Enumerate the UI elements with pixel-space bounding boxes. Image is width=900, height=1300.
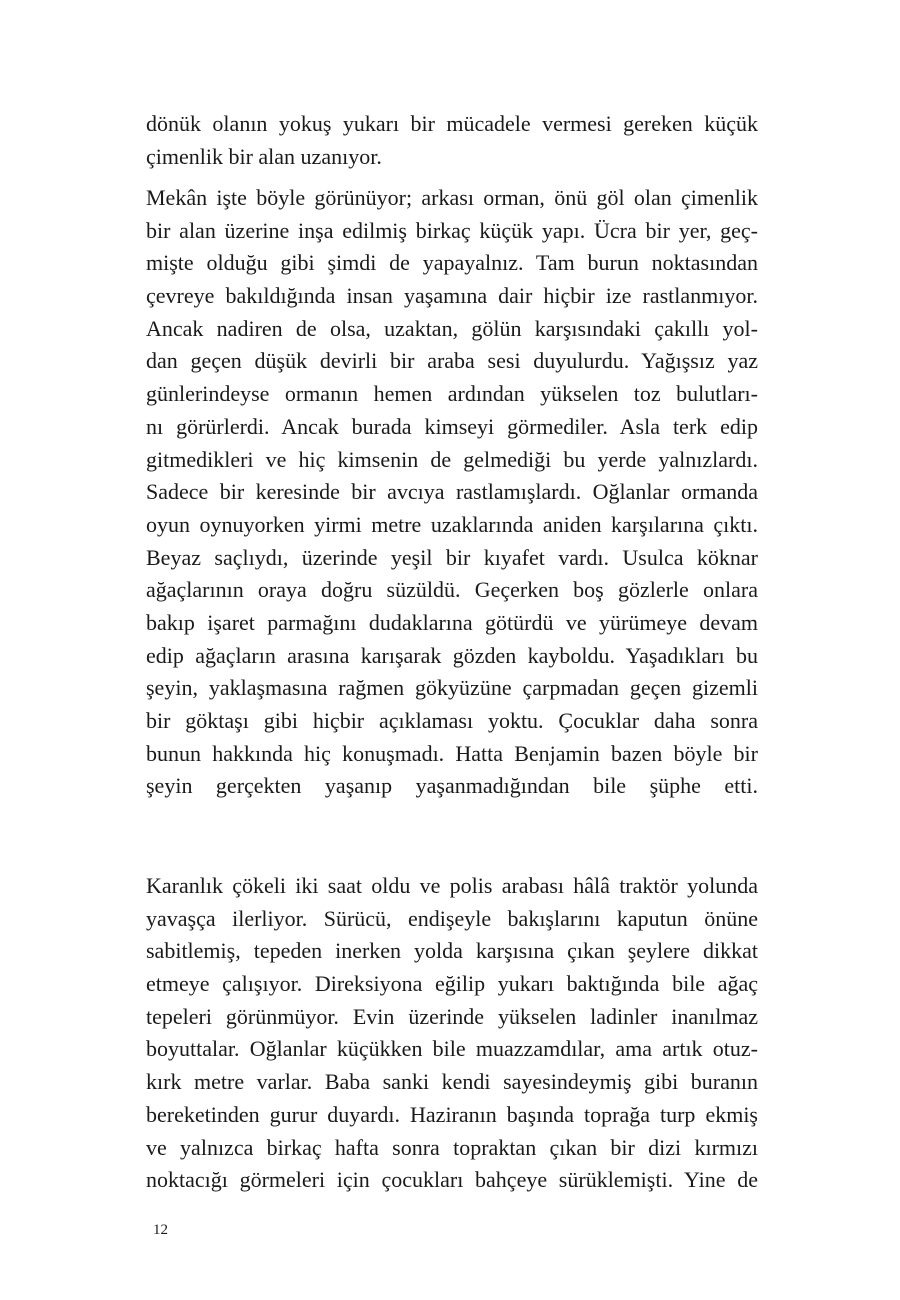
text-line: çimenlik bir alan uzanıyor. [146, 143, 382, 169]
text-line: bir alan üzerine inşa edilmiş birkaç küçük yapı. Ücra bir yer, geç- [146, 217, 758, 243]
text-line: Beyaz saçlıydı, üzerinde yeşil bir kıyafet vardı. Usulca köknar [146, 544, 758, 570]
text-line: Karanlık çökeli iki saat oldu ve polis arabası hâlâ traktör yolunda [146, 873, 758, 898]
text-line: edip ağaçların arasına karışarak gözden kayboldu. Yaşadıkları bu [146, 642, 758, 668]
text-line: ağaçlarının oraya doğru süzüldü. Geçerken boş gözlerle onlara [146, 577, 758, 603]
text-line: mişte olduğu gibi şimdi de yapayalnız. Tam burun noktasından [146, 250, 758, 276]
text-line: şeyin gerçekten yaşanıp yaşanmadığından bile şüphe etti. [146, 773, 758, 799]
text-line: yavaşça ilerliyor. Sürücü, endişeyle bakışlarını kaputun önüne [146, 905, 758, 931]
text-line: çevreye bakıldığında insan yaşamına dair hiçbir ize rastlanmıyor. [146, 283, 758, 309]
text-line: kırk metre varlar. Baba sanki kendi sayesindeymiş gibi buranın [146, 1069, 758, 1095]
text-line: bereketinden gurur duyardı. Haziranın başında toprağa turp ekmiş [146, 1101, 758, 1127]
text-line: bir göktaşı gibi hiçbir açıklaması yoktu. Çocuklar daha sonra [146, 708, 758, 733]
text-line: Mekân işte böyle görünüyor; arkası orman, önü göl olan çimenlik [146, 185, 758, 210]
text-line: şeyin, yaklaşmasına rağmen gökyüzüne çarpmadan geçen gizemli [146, 675, 758, 701]
text-line: oyun oynuyorken yirmi metre uzaklarında aniden karşılarına çıktı. [146, 511, 758, 537]
page-number: 12 [153, 1222, 168, 1238]
text-line: Ancak nadiren de olsa, uzaktan, gölün karşısındaki çakıllı yol- [146, 315, 758, 341]
text-line [146, 803, 758, 836]
text-line [146, 836, 758, 869]
text-line: dan geçen düşük devirli bir araba sesi duyulurdu. Yağışsız yaz [146, 348, 758, 374]
text-line: bunun hakkında hiç konuşmadı. Hatta Benjamin bazen böyle bir [146, 740, 758, 766]
paragraph-2 [146, 182, 758, 868]
text-line: dönük olanın yokuş yukarı bir mücadele vermesi gereken küçük [146, 111, 758, 136]
text-line: Sadece bir keresinde bir avcıya rastlamışlardı. Oğlanlar ormanda [146, 479, 758, 505]
paragraph-3 [146, 870, 758, 1197]
text-line: bakıp işaret parmağını dudaklarına götürdü ve yürümeye devam [146, 609, 758, 635]
text-line: noktacığı görmeleri için çocukları bahçeye sürüklemişti. Yine de [146, 1167, 758, 1193]
text-line: boyuttalar. Oğlanlar küçükken bile muazzamdılar, ama artık otuz- [146, 1036, 758, 1062]
text-line: etmeye çalışıyor. Direksiyona eğilip yukarı baktığında bile ağaç [146, 971, 758, 997]
text-line: sabitlemiş, tepeden inerken yolda karşısına çıkan şeylere dikkat [146, 938, 758, 964]
text-line: nı görürlerdi. Ancak burada kimseyi görmediler. Asla terk edip [146, 413, 758, 439]
paragraph-1 [146, 108, 758, 173]
text-line: tepeleri görünmüyor. Evin üzerinde yükselen ladinler inanılmaz [146, 1003, 758, 1029]
text-line: gitmedikleri ve hiç kimsenin de gelmediği bu yerde yalnızlardı. [146, 446, 758, 472]
text-line: ve yalnızca birkaç hafta sonra topraktan çıkan bir dizi kırmızı [146, 1134, 758, 1160]
text-line: günlerindeyse ormanın hemen ardından yükselen toz bulutları- [146, 381, 758, 407]
